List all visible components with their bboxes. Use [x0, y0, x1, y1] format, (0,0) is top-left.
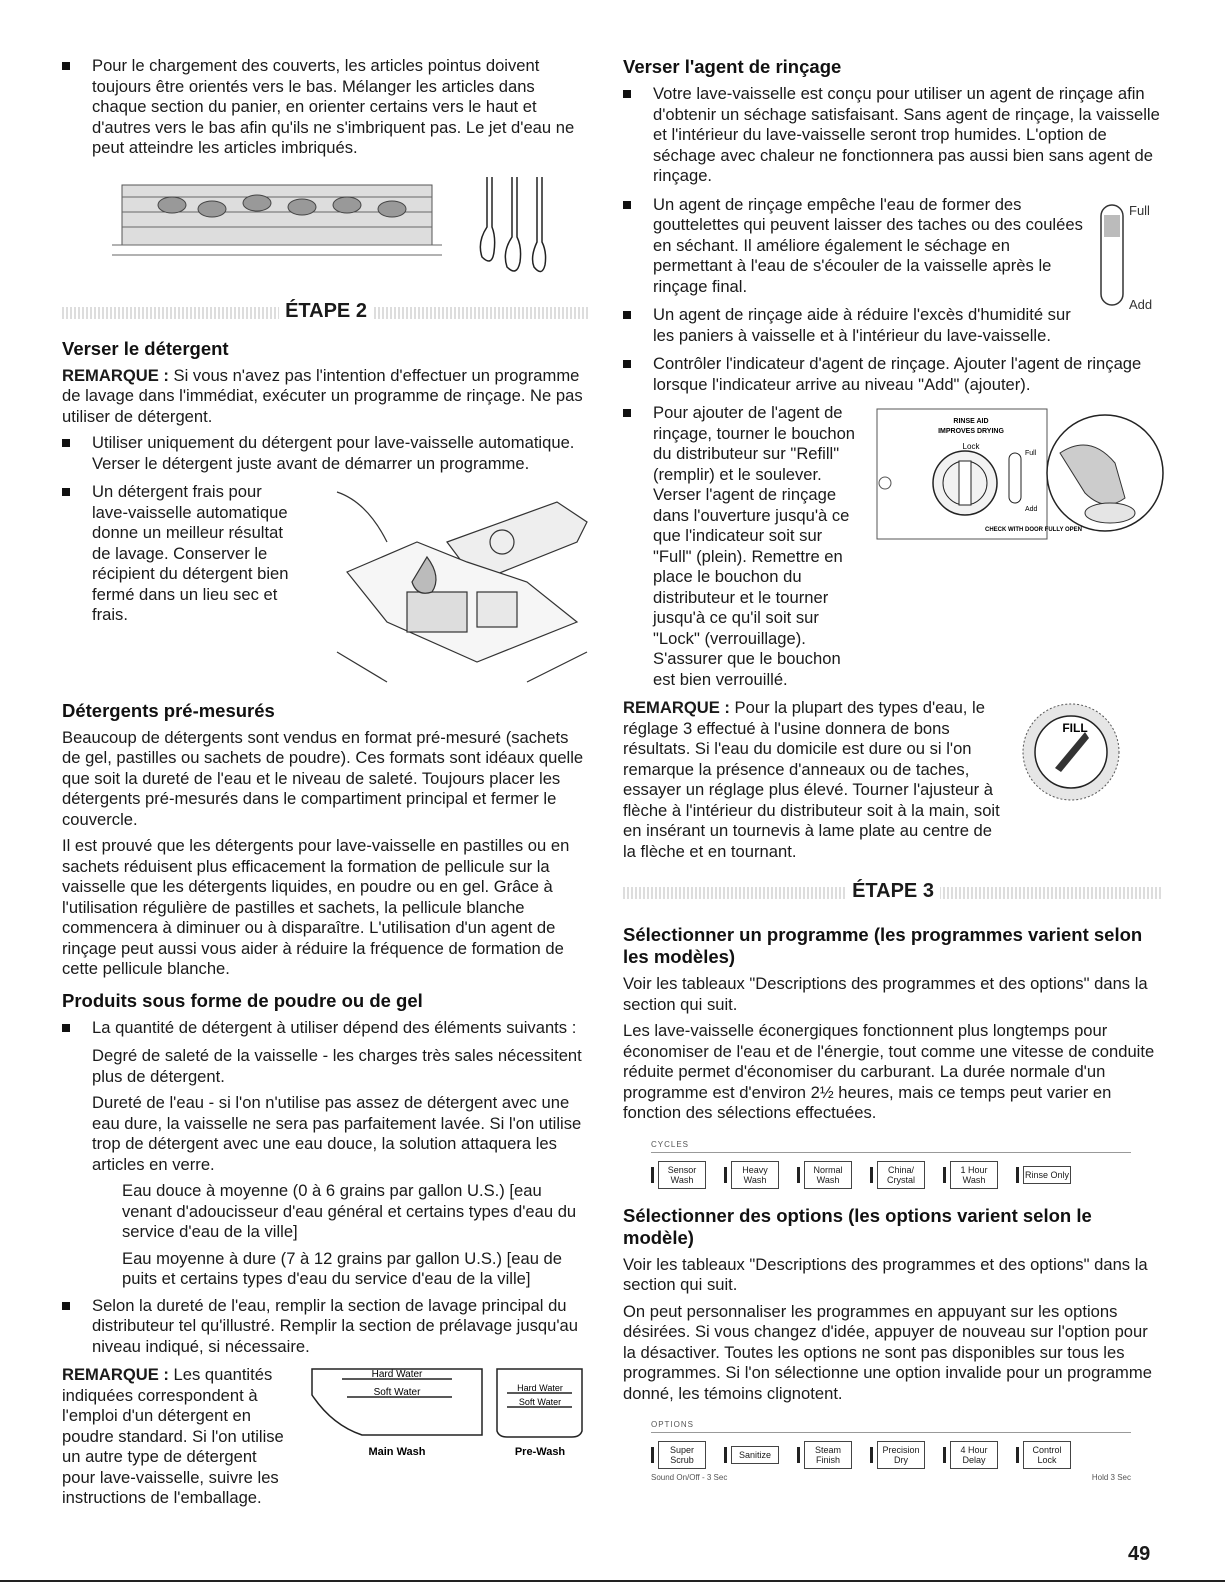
step-2-divider	[62, 298, 590, 328]
detergent-cup-diagram	[302, 1365, 592, 1460]
cycles-panel	[623, 1134, 1163, 1189]
option-super-scrub[interactable]: Super Scrub	[651, 1441, 706, 1469]
silverware-basket-illustration	[62, 167, 590, 287]
heading-select-options: Sélectionner des options (les options varient selon le modèle)	[623, 1204, 1092, 1248]
option-precision-dry[interactable]: Precision Dry	[870, 1441, 925, 1469]
hold-note: Hold 3 Sec	[1091, 1473, 1131, 1482]
bullet-cutlery: Pour le chargement des couverts, les articles pointus doivent toujours être orientés vers le bas. Mélanger les articles dans chaque section du panier, en orienter certains vers le haut et d'autres vers le bas afin qu'ils ne s'imbriquent pas. Le jet d'eau ne peut atteindre les articles imbriqués.	[62, 56, 590, 159]
dispenser-illustration	[327, 482, 592, 692]
heading-select-cycle: Sélectionner un programme (les programmes varient selon les modèles)	[623, 924, 1143, 967]
disp-lock: Lock	[962, 442, 980, 451]
right-column	[623, 56, 1163, 1482]
para-cycle-1: Voir les tableaux "Descriptions des programmes et des options" dans la section qui suit.	[623, 974, 1148, 1014]
option-control-lock[interactable]: Control Lock	[1016, 1441, 1071, 1469]
bullet-use-only: Utiliser uniquement du détergent pour lave-vaisselle automatique. Verser le détergent juste avant de démarrer un programme.	[62, 433, 590, 474]
step-2-label: ÉTAPE 2	[279, 300, 373, 323]
bullet-fill-main: Selon la dureté de l'eau, remplir la section de lavage principal du distributeur tel qu'illustré. Remplir la section de prélavage jusqu'au niveau indiqué, si nécessaire.	[62, 1296, 590, 1358]
bottom-rule	[0, 1580, 1225, 1582]
gauge-full-label: Full	[1129, 202, 1150, 218]
cycle-rinse-only[interactable]: Rinse Only	[1016, 1161, 1071, 1189]
item-soil-level: Degré de saleté de la vaisselle - les charges très sales nécessitent plus de détergent.	[92, 1046, 582, 1086]
bullet-check-indicator: Contrôler l'indicateur d'agent de rinçage. Ajouter l'agent de rinçage lorsque l'indicateur arrive au niveau "Add" (ajouter).	[623, 354, 1163, 395]
para-options-2: On peut personnaliser les programmes en appuyant sur les options désirées. Si vous changez d'idée, appuyer de nouveau sur l'option pour la désactiver. Toutes les options ne sont pas disponibles sur tous les programmes. Si l'on sélectionne une option invalide pour un programme donné, les témoins clignotent.	[623, 1301, 1152, 1403]
bullet-quantity: La quantité de détergent à utiliser dépend des éléments suivants :	[62, 1018, 590, 1039]
item-soft-medium: Eau douce à moyenne (0 à 6 grains par gallon U.S.) [eau venant d'adoucisseur d'eau général et certains types d'eau du service d'eau de la ville]	[122, 1181, 577, 1241]
step-3-label: ÉTAPE 3	[846, 880, 940, 903]
label-hard-water-2: Hard Water	[517, 1383, 563, 1393]
disp-add: Add	[1025, 506, 1038, 513]
label-soft-water: Soft Water	[373, 1387, 421, 1398]
disp-check: CHECK WITH DOOR FULLY OPEN	[985, 527, 1083, 533]
para-options-1: Voir les tableaux "Descriptions des programmes et des options" dans la section qui suit.	[623, 1254, 1148, 1294]
para-premeasured-2: Il est prouvé que les détergents pour lave-vaisselle en pastilles ou en sachets réduisent plus efficacement la formation de pellicule sur la vaisselle que les détergents liquides, en poudre ou en gel. Grâce à l'utilisation régulière de pastilles et sachets, la pellicule blanche commencera à diminuer ou à disparaître. L'utilisation d'un agent de rinçage peut aussi vous aider à réduire la fréquence de formation de cette pellicule blanche.	[62, 836, 570, 978]
cycle-1-hour-wash[interactable]: 1 Hour Wash	[943, 1161, 998, 1189]
heading-pour-detergent: Verser le détergent	[62, 337, 229, 359]
heading-powder-gel: Produits sous forme de poudre ou de gel	[62, 989, 423, 1011]
disp-improves: IMPROVES DRYING	[938, 428, 1004, 435]
item-medium-hard: Eau moyenne à dure (7 à 12 grains par gallon U.S.) [eau de puits et certains types d'eau du service d'eau de la ville]	[122, 1248, 563, 1288]
option-steam-finish[interactable]: Steam Finish	[797, 1441, 852, 1469]
heading-premeasured: Détergents pré-mesurés	[62, 699, 275, 721]
option-sanitize[interactable]: Sanitize	[724, 1441, 779, 1469]
disp-full: Full	[1025, 450, 1037, 457]
note-quantities-block	[62, 1365, 590, 1509]
bullet-rinse-reduces: Un agent de rinçage aide à réduire l'excès d'humidité sur les paniers à vaisselle et à l'intérieur du lave-vaisselle.	[623, 305, 1083, 346]
heading-rinse-aid: Verser l'agent de rinçage	[623, 56, 842, 77]
item-water-hardness: Dureté de l'eau - si l'on n'utilise pas assez de détergent avec une eau dure, la vaisselle ne sera pas parfaitement lavée. Si l'on utilise trop de détergent avec une eau douce, la solution attaquera les articles en verre.	[92, 1093, 582, 1174]
bullet-rinse-design: Votre lave-vaisselle est conçu pour utiliser un agent de rinçage afin d'obtenir un séchage satisfaisant. Sans agent de rinçage, la vaisselle et l'intérieur du lave-vaisselle seront trop humides. L'option de séchage avec chaleur ne fonctionnera pas aussi bien sans agent de rinçage.	[623, 84, 1163, 187]
sound-note: Sound On/Off - 3 Sec	[651, 1473, 728, 1482]
label-pre-wash: Pre-Wash	[514, 1446, 566, 1458]
add-rinse-block	[623, 403, 1163, 690]
disp-rinse-aid: RINSE AID	[953, 418, 989, 425]
options-panel	[623, 1414, 1163, 1482]
para-premeasured-1: Beaucoup de détergents sont vendus en format pré-mesuré (sachets de gel, pastilles ou sachets de poudre). Ces formats sont idéaux quelle que soit la dureté de l'eau et le niveau de saleté. Toujours placer les détergents pré-mesurés dans le compartiment principal et fermer le couvercle.	[62, 727, 584, 829]
cycle-china-crystal[interactable]: China/ Crystal	[870, 1161, 925, 1189]
bullet-rinse-prevents: Un agent de rinçage empêche l'eau de former des gouttelettes qui peuvent laisser des taches ou des coulées en séchant. Il améliore également le séchage en permettant à l'eau de s'écouler de la vaisselle après le rinçage final.	[623, 195, 1083, 298]
gauge-add-label: Add	[1129, 296, 1153, 312]
left-column	[62, 56, 590, 1515]
rinse-indicator-block	[623, 195, 1163, 347]
label-hard-water: Hard Water	[371, 1369, 423, 1380]
label-main-wash: Main Wash	[368, 1446, 426, 1458]
dial-fill-label: FILL	[1062, 721, 1088, 735]
cycles-label: CYCLES	[651, 1139, 690, 1149]
step-3-divider	[623, 878, 1163, 908]
cycle-heavy-wash[interactable]: Heavy Wash	[724, 1161, 779, 1189]
bullet-add-rinse: Pour ajouter de l'agent de rinçage, tourner le bouchon du distributeur sur "Refill" (remplir) et le soulever. Verser l'agent de rinçage dans l'ouverture jusqu'à ce que l'indicateur soit sur "Full" (plein). Remettre en place le bouchon du distributeur et le tourner jusqu'à ce qu'il soit sur "Lock" (verrouillage). S'assurer que le bouchon est bien verrouillé.	[623, 403, 1163, 690]
label-soft-water-2: Soft Water	[518, 1397, 562, 1407]
note-detergent: REMARQUE : Si vous n'avez pas l'intention d'effectuer un programme de lavage dans l'immédiat, exécuter un programme de rinçage. Ne pas utiliser de détergent.	[62, 365, 583, 426]
bullet-fresh: Un détergent frais pour lave-vaisselle automatique donne un meilleur résultat de lavage. Conserver le récipient du détergent bien fermé dans un lieu sec et frais.	[62, 482, 302, 626]
adjuster-note-block	[623, 698, 1163, 862]
option-4-hour-delay[interactable]: 4 Hour Delay	[943, 1441, 998, 1469]
fresh-detergent-block	[62, 482, 590, 626]
note-quantities: REMARQUE : Les quantités indiquées correspondent à l'emploi d'un détergent en poudre standard. Si l'on utilise un autre type de détergent pour lave-vaisselle, suivre les instructions de l'emballage.	[62, 1365, 284, 1507]
page-number: 49	[1128, 1543, 1151, 1565]
arrow-adjuster-dial	[1013, 702, 1163, 822]
rinse-indicator-gauge	[1095, 195, 1165, 315]
cycle-normal-wash[interactable]: Normal Wash	[797, 1161, 852, 1189]
cycle-sensor-wash[interactable]: Sensor Wash	[651, 1161, 706, 1189]
note-adjuster: REMARQUE : Pour la plupart des types d'eau, le réglage 3 effectué à l'usine donnera de bons résultats. Si l'eau du domicile est dure ou si l'on remarque la présence d'anneaux ou de taches, essayer un réglage plus élevé. Tourner l'ajusteur à flèche à l'intérieur du distributeur soit à la main, soit en insérant un tournevis à lame plate au centre de la flèche et en tournant.	[623, 698, 1000, 861]
options-label: OPTIONS	[651, 1420, 695, 1429]
para-cycle-2: Les lave-vaisselle éconergiques fonctionnent plus longtemps pour économiser de l'eau et de l'énergie, tout comme une vitesse de conduite réduite permet d'économiser du carburant. La durée normale d'un programme est d'environ 2½ heures, mais ce temps peut varier en fonction des sélections effectuées.	[623, 1021, 1155, 1122]
